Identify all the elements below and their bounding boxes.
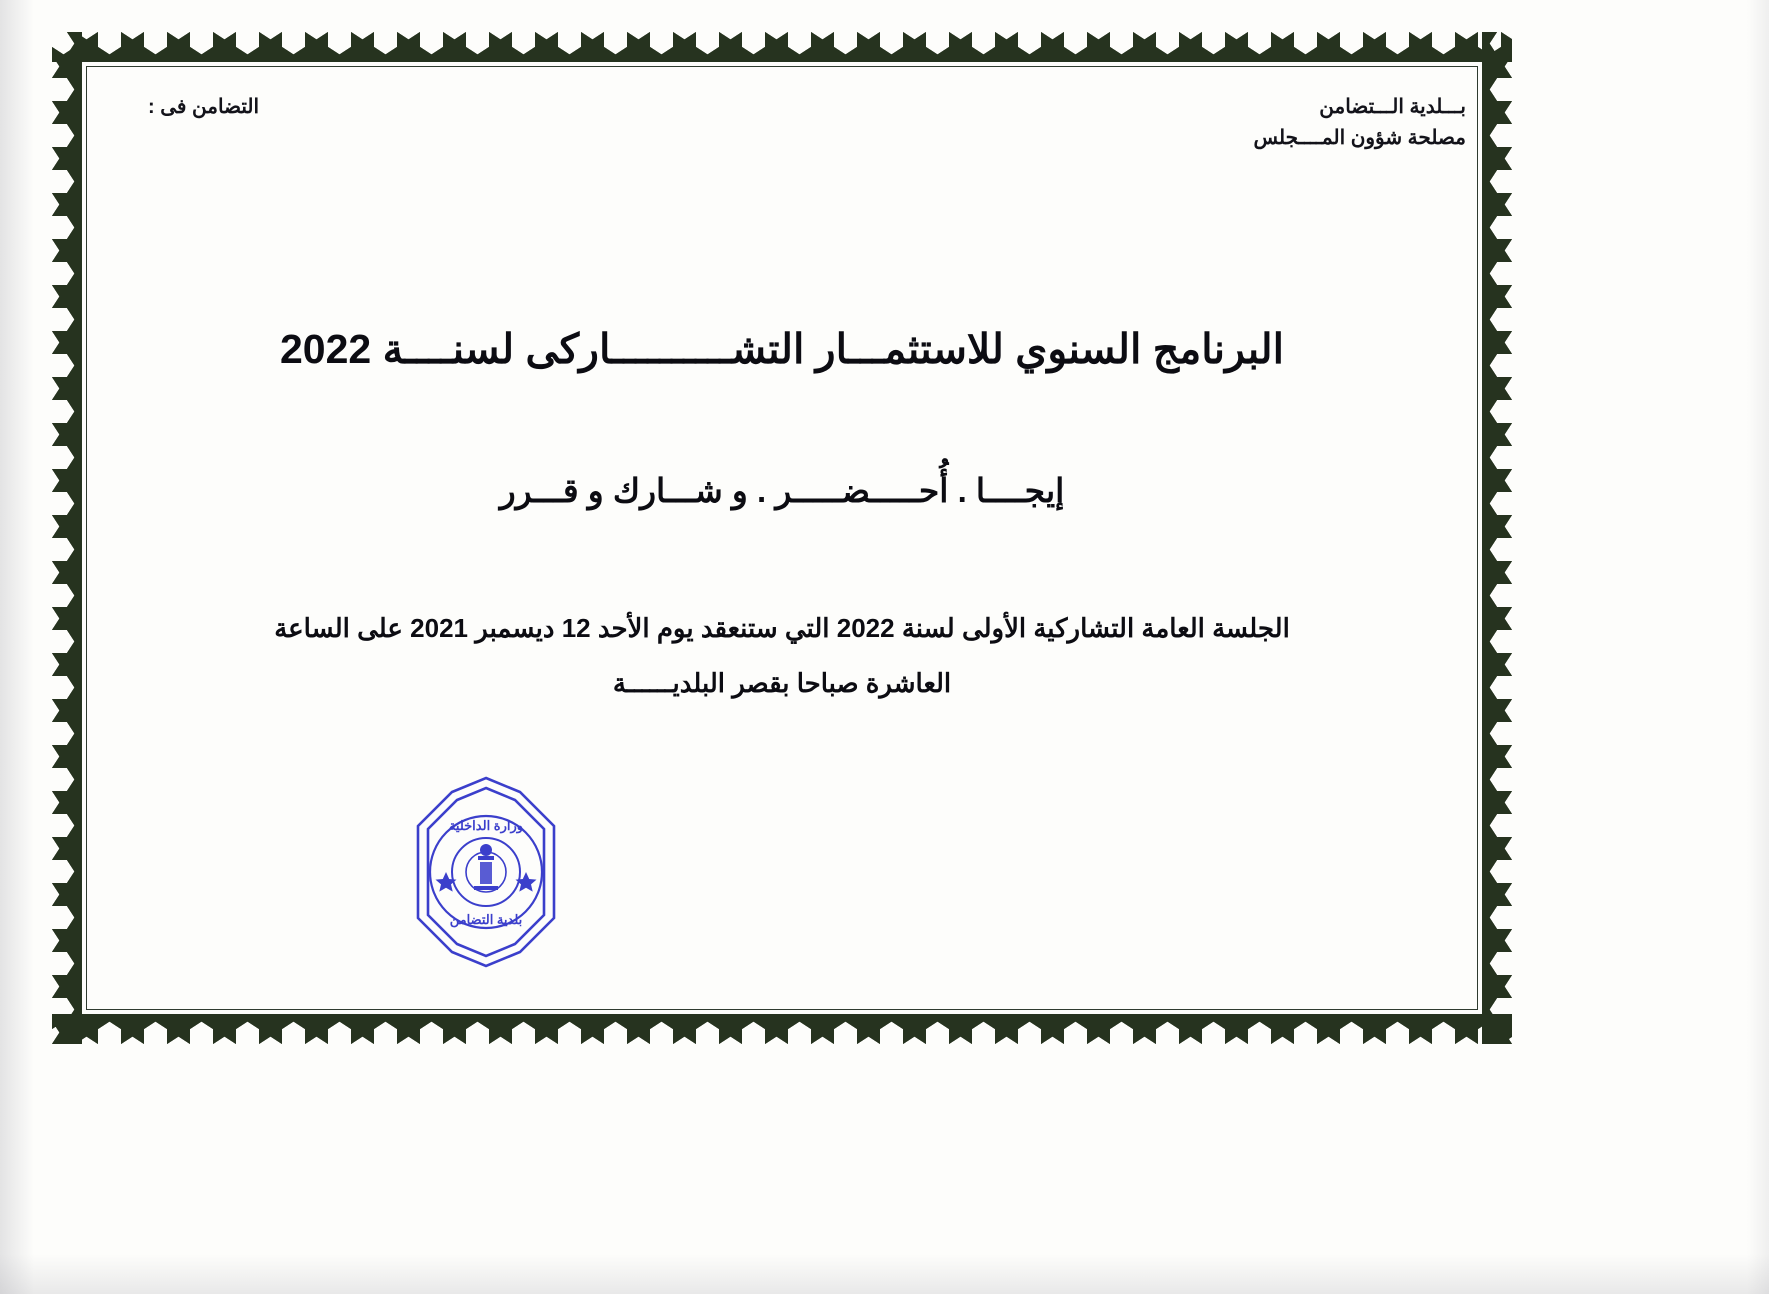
letterhead-department: مصلحة شؤون المــــجلس bbox=[1253, 127, 1466, 149]
stamp-inner-text: بلدية التضامن bbox=[449, 912, 523, 927]
slogan-text: إيجــــا . أُحـــــضـــــر . و شـــارك و قـــرر bbox=[499, 472, 1065, 509]
stamp-outer-text: وزارة الداخلية bbox=[448, 818, 524, 833]
session-announcement bbox=[106, 601, 1458, 710]
frame-band-right bbox=[1482, 32, 1512, 1044]
session-line-1: الجلسة العامة التشاركية الأولى لسنة 2022 التي ستنعقد يوم الأحد 12 ديسمبر 2021 على الساعة bbox=[274, 613, 1290, 643]
frame-band-top bbox=[52, 32, 1512, 62]
session-line-2: العاشرة صباحا بقصر البلديــــــة bbox=[612, 667, 952, 698]
scan-shadow-right bbox=[1747, 0, 1769, 1294]
document-content bbox=[86, 66, 1478, 1010]
page-title: البرنامج السنوي للاستثمـــار التشــــــــــاركى لسنــــة 2022 bbox=[280, 326, 1284, 373]
frame-band-left bbox=[52, 32, 82, 1044]
letterhead-municipality: بـــلدية الـــتضامن bbox=[1319, 96, 1466, 118]
frame-band-bottom bbox=[52, 1014, 1512, 1044]
place-date-label: التضامن فى : bbox=[148, 96, 260, 118]
scan-shadow-bottom bbox=[0, 1254, 1769, 1294]
official-stamp bbox=[386, 772, 586, 972]
scan-shadow-left bbox=[0, 0, 34, 1294]
letterhead bbox=[1253, 92, 1466, 154]
